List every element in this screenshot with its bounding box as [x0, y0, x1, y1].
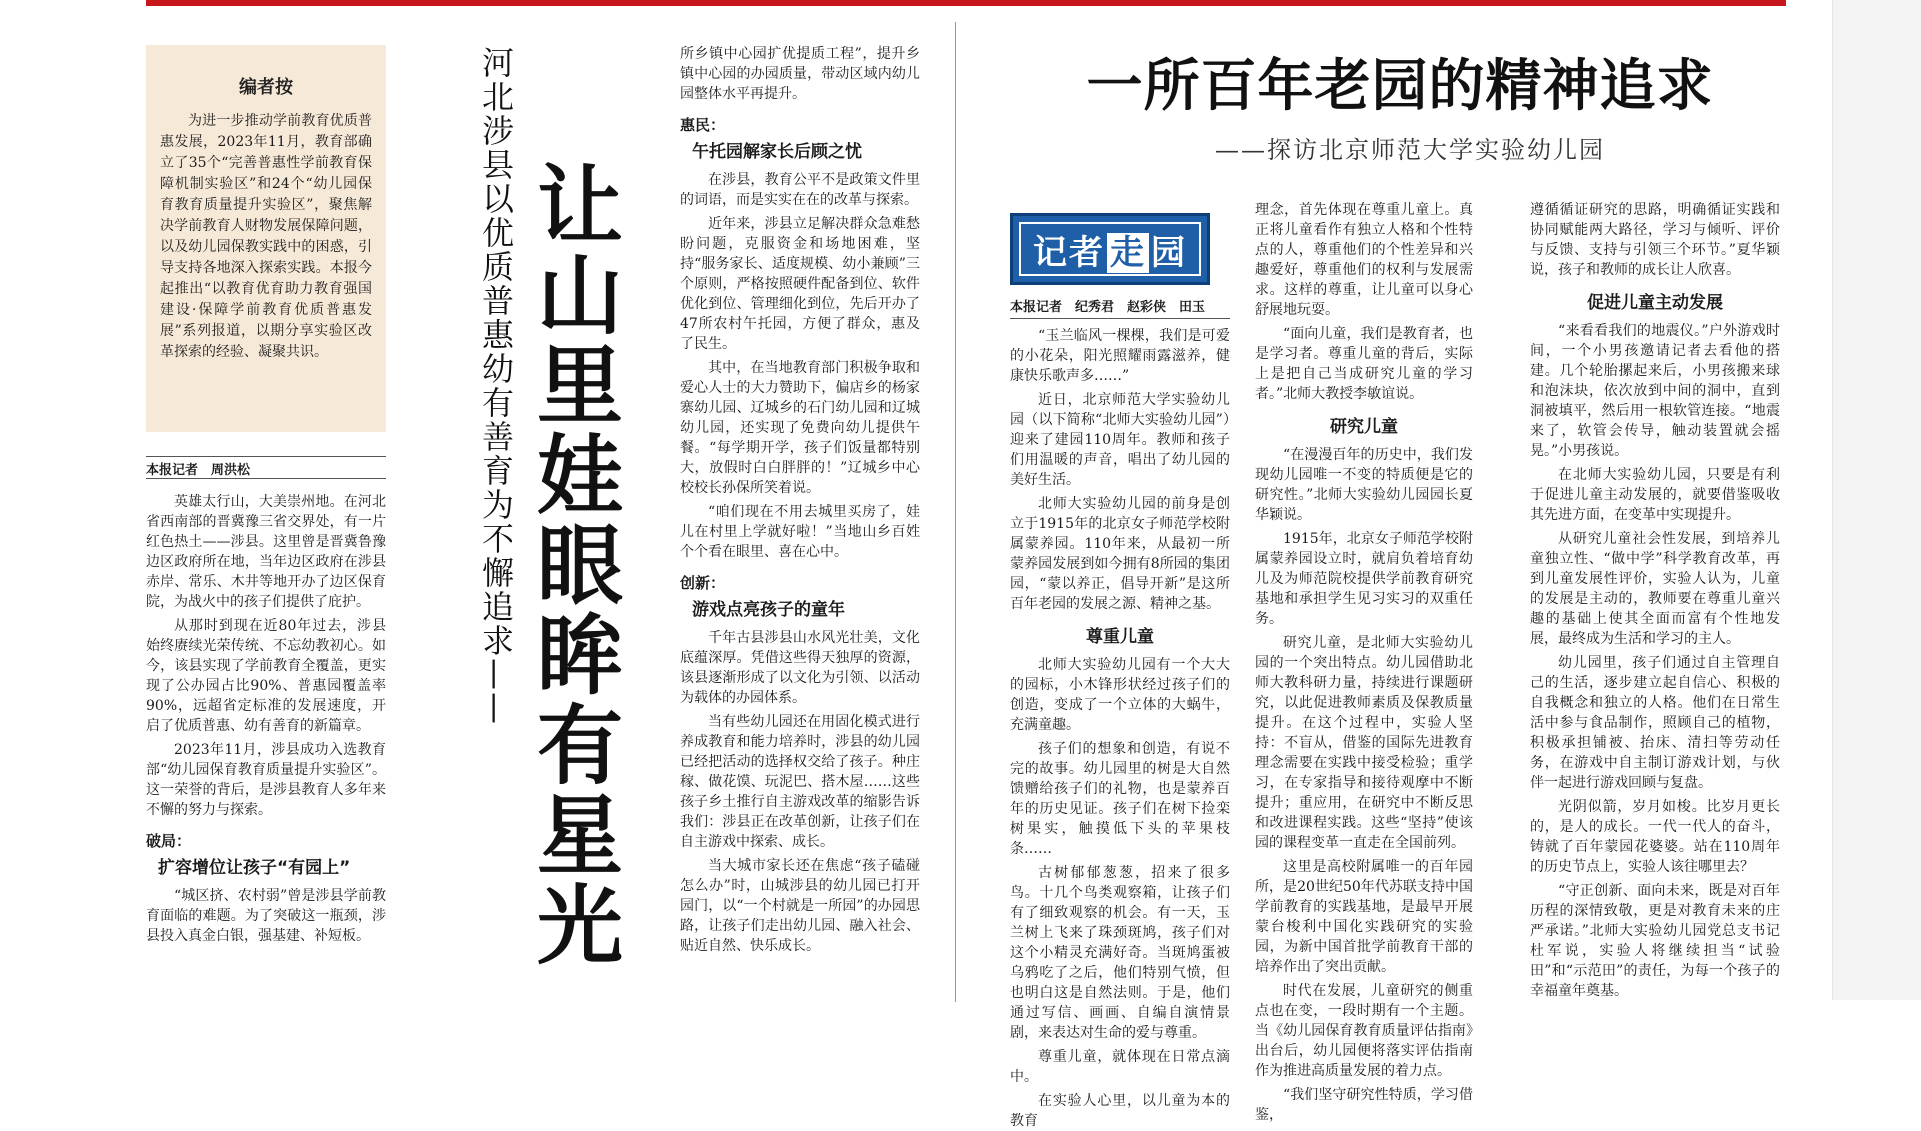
adjacent-page-edge — [1832, 0, 1921, 1000]
left-article-title: 让山里娃眼眸有星光 — [522, 160, 622, 970]
right-byline-rule — [1010, 318, 1230, 319]
paragraph: 研究儿童，是北师大实验幼儿园的一个突出特点。幼儿园借助北师大教科研力量，持续进行课题研究，以此促进教师素质及保教质量提升。在这个过程中，实验人坚持：不盲从，借鉴的国际先进教育理念需要在实践中接受检验；重学习，在专家指导和接待观摩中不断提升；重应用，在研究中不断反思和改进课程实践。这些“坚持”使该园的课程变革一直走在全国前列。 — [1255, 635, 1473, 851]
logo-right: 园 — [1151, 232, 1187, 273]
right-article-col3 — [1530, 200, 1780, 1000]
paragraph: 所乡镇中心园扩优提质工程”，提升乡镇中心园的办园质量，带动区域内幼儿园整体水平再提升。 — [680, 46, 920, 102]
paragraph: 近日，北京师范大学实验幼儿园（以下简称“北师大实验幼儿园”）迎来了建园110周年。教师和孩子们用温暖的声音，唱出了幼儿园的美好生活。 — [1010, 392, 1230, 488]
paragraph: 北师大实验幼儿园有一个大大的园标，小木锋形状经过孩子们的创造，变成了一个立体的大蜗牛，充满童趣。 — [1010, 657, 1230, 733]
editor-note-text: 为进一步推动学前教育优质普惠发展，2023年11月，教育部确立了35个“完善普惠性学前教育保障机制实验区”和24个“幼儿园保育教育质量提升实验区”，聚焦解决学前教育人财物发展保障问题，以及幼儿园保教实践中的困惑，引导支持各地深入探索实践。本报今起推出“以教育优育助力教育强国建设·保障学前教育优质普惠发展”系列报道，以期分享实验区改革探索的经验、凝聚共识。 — [160, 113, 372, 360]
section-heading: 研究儿童 — [1330, 417, 1398, 437]
paragraph: “城区挤、农村弱”曾是涉县学前教育面临的难题。为了突破这一瓶颈，涉县投入真金白银，强基建、补短板。 — [146, 888, 386, 944]
section-label: 创新： — [680, 574, 726, 592]
paragraph: 当有些幼儿园还在用固化模式进行养成教育和能力培养时，涉县的幼儿园已经把活动的选择权交给了孩子。种庄稼、做花馍、玩泥巴、搭木屋……这些孩子乡土推行自主游戏改革的缩影告诉我们：涉县正在改革创新，让孩子们在自主游戏中探索、成长。 — [680, 714, 920, 850]
paragraph: 其中，在当地教育部门积极争取和爱心人士的大力赞助下，偏店乡的杨家寨幼儿园、辽城乡的石门幼儿园和辽城幼儿园，还实现了免费向幼儿提供午餐。“每学期开学，孩子们饭量都特别大，放假时白白胖胖的！”辽城乡中心校校长孙保所笑着说。 — [680, 360, 920, 496]
paragraph: 当大城市家长还在焦虑“孩子磕碰怎么办”时，山城涉县的幼儿园已打开园门，以“一个村就是一所园”的办园思路，让孩子们走出幼儿园、融入社会、贴近自然、快乐成长。 — [680, 858, 920, 954]
right-article-col1 — [1010, 326, 1230, 1129]
left-article-col2 — [680, 44, 920, 1000]
paragraph: “玉兰临风一棵棵，我们是可爱的小花朵，阳光照耀雨露滋养，健康快乐歌声多……” — [1010, 328, 1230, 384]
paragraph: 千年古县涉县山水风光壮美，文化底蕴深厚。凭借这些得天独厚的资源，该县逐渐形成了以文化为引领、以活动为载体的办园体系。 — [680, 630, 920, 706]
paragraph: 尊重儿童，就体现在日常点滴中。 — [1010, 1049, 1230, 1085]
section-heading: 促进儿童主动发展 — [1587, 293, 1723, 313]
logo-left: 记者 — [1033, 232, 1105, 273]
right-article-title: 一所百年老园的精神追求 — [1086, 54, 1714, 119]
section-heading: 尊重儿童 — [1086, 627, 1154, 647]
byline-rule-top — [146, 456, 386, 457]
reporter-visit-logo — [1010, 213, 1210, 285]
paragraph: 孩子们的想象和创造，有说不完的故事。幼儿园里的树是大自然馈赠给孩子们的礼物，也是蒙养百年的历史见证。孩子们在树下捡栾树果实，触摸低下头的苹果枝条…… — [1010, 741, 1230, 857]
paragraph: 近年来，涉县立足解决群众急难愁盼问题，克服资金和场地困难，坚持“服务家长、适度规模、幼小兼顾”三个原则，严格按照硬件配备到位、软件优化到位、管理细化到位，先后开办了47所农村午托园，方便了群众，惠及了民生。 — [680, 216, 920, 352]
paragraph: “守正创新、面向未来，既是对百年历程的深情致敬，更是对教育未来的庄严承诺。”北师大实验幼儿园党总支书记杜军说，实验人将继续担当“试验田”和“示范田”的责任，为每一个孩子的幸福童年奠基。 — [1530, 883, 1780, 999]
paragraph: “咱们现在不用去城里买房了，娃儿在村里上学就好啦！”当地山乡百姓个个看在眼里、喜在心中。 — [680, 504, 920, 560]
byline-rule-bottom — [146, 478, 386, 479]
column-divider — [955, 22, 956, 1002]
section-label: 破局： — [146, 832, 192, 850]
editor-note-title: 编者按 — [239, 77, 293, 98]
left-article-subtitle: 河北涉县以优质普惠幼有善育为不懈追求—— — [477, 46, 515, 726]
right-article-subtitle: ——探访北京师范大学实验幼儿园 — [1215, 136, 1605, 164]
paragraph: “面向儿童，我们是教育者，也是学习者。尊重儿童的背后，实际上是把自己当成研究儿童的学习者。”北师大教授李敏谊说。 — [1255, 326, 1473, 402]
right-byline: 本报记者 纪秀君 赵彩侠 田玉 — [1010, 300, 1206, 315]
paragraph: 从研究儿童社会性发展，到培养儿童独立性、“做中学”科学教育改革，再到儿童发展性评价，实验人认为，儿童的发展是主动的，教师要在尊重儿童兴趣的基础上使其全面而富有个性地发展，最终成为生活和学习的主人。 — [1530, 531, 1780, 647]
paragraph: 北师大实验幼儿园的前身是创立于1915年的北京女子师范学校附属蒙养园。110年来，从最初一所蒙养园发展到如今拥有8所园的集团园，“蒙以养正，倡导开新”是这所百年老园的发展之源、精神之基。 — [1010, 496, 1230, 612]
paragraph: 在实验人心里，以儿童为本的教育 — [1010, 1093, 1230, 1129]
section-title: 游戏点亮孩子的童年 — [692, 600, 845, 620]
paragraph: 2023年11月，涉县成功入选教育部“幼儿园保育教育质量提升实验区”。这一荣誉的背后，是涉县教育人多年来不懈的努力与探索。 — [146, 742, 386, 818]
logo-text — [1033, 225, 1187, 274]
left-article-col1 — [146, 492, 386, 1000]
logo-mid: 走 — [1107, 233, 1149, 273]
paragraph: “来看看我们的地震仪。”户外游戏时间，一个小男孩邀请记者去看他的搭建。几个轮胎摞起来后，小男孩搬来球和泡沫块，依次放到中间的洞中，直到洞被填平，然后用一根软管连接。“地震来了，软管会传导，触动装置就会摇晃。”小男孩说。 — [1530, 323, 1780, 459]
paragraph: 1915年，北京女子师范学校附属蒙养园设立时，就肩负着培育幼儿及为师范院校提供学前教育研究基地和承担学生见习实习的双重任务。 — [1255, 531, 1473, 627]
top-red-rule — [146, 0, 1786, 6]
paragraph: 在涉县，教育公平不是政策文件里的词语，而是实实在在的改革与探索。 — [680, 172, 920, 208]
paragraph: “在漫漫百年的历史中，我们发现幼儿园唯一不变的特质便是它的研究性。”北师大实验幼儿园园长夏华颖说。 — [1255, 447, 1473, 523]
logo-frame — [1019, 222, 1201, 276]
paragraph: 幼儿园里，孩子们通过自主管理自己的生活，逐步建立起自信心、积极的自我概念和独立的人格。他们在日常生活中参与食品制作，照顾自己的植物，积极承担铺被、抬床、清扫等劳动任务，在游戏中自主制订游戏计划，与伙伴一起进行游戏回顾与复盘。 — [1530, 655, 1780, 791]
paragraph: 时代在发展，儿童研究的侧重点也在变，一段时期有一个主题。当《幼儿园保育教育质量评估指南》出台后，幼儿园便将落实评估指南作为推进高质量发展的着力点。 — [1255, 983, 1473, 1079]
paragraph: “我们坚守研究性特质，学习借鉴， — [1255, 1087, 1473, 1123]
paragraph: 英雄太行山，大美崇州地。在河北省西南部的晋冀豫三省交界处，有一片红色热土——涉县。这里曾是晋冀鲁豫边区政府所在地，当年边区政府在涉县赤岸、常乐、木井等地开办了边区保育院，为战火中的孩子们提供了庇护。 — [146, 494, 386, 610]
paragraph: 光阴似箭，岁月如梭。比岁月更长的，是人的成长。一代一代人的奋斗，铸就了百年蒙园花婆婆。站在110周年的历史节点上，实验人该往哪里去？ — [1530, 799, 1780, 875]
editor-note-box — [146, 45, 386, 432]
left-byline: 本报记者 周洪松 — [146, 463, 251, 478]
paragraph: 古树郁郁葱葱，招来了很多鸟。十几个鸟类观察箱，让孩子们有了细致观察的机会。有一天，玉兰树上飞来了珠颈斑鸠，孩子们对这个小精灵充满好奇。当斑鸠蛋被乌鸦吃了之后，他们特别气愤，但也明白这是自然法则。于是，他们通过写信、画画、自编自演情景剧，来表达对生命的爱与尊重。 — [1010, 865, 1230, 1041]
paragraph: 这里是高校附属唯一的百年园所，是20世纪50年代苏联支持中国学前教育的实践基地，是最早开展蒙台梭利中国化实践研究的实验园，为新中国首批学前教育干部的培养作出了突出贡献。 — [1255, 859, 1473, 975]
paragraph: 从那时到现在近80年过去，涉县始终赓续光荣传统、不忘幼教初心。如今，该县实现了学前教育全覆盖，更实现了公办园占比90%、普惠园覆盖率90%，远超省定标准的发展速度，开启了优质普惠、幼有善育的新篇章。 — [146, 618, 386, 734]
section-title: 扩容增位让孩子“有园上” — [158, 858, 351, 878]
section-label: 惠民： — [680, 116, 726, 134]
paragraph: 遵循循证研究的思路，明确循证实践和协同赋能两大路径，学习与倾听、评价与反馈、支持与引领三个环节。”夏华颖说，孩子和教师的成长让人欣喜。 — [1530, 202, 1780, 278]
paragraph: 理念，首先体现在尊重儿童上。真正将儿童看作有独立人格和个性特点的人，尊重他们的个性差异和兴趣爱好，尊重他们的权利与发展需求。这样的尊重，让儿童可以身心舒展地玩耍。 — [1255, 202, 1473, 318]
right-article-col2 — [1255, 200, 1473, 1123]
section-title: 午托园解家长后顾之忧 — [692, 142, 862, 162]
paragraph: 在北师大实验幼儿园，只要是有利于促进儿童主动发展的，就要借鉴吸收其先进方面，在变革中实现提升。 — [1530, 467, 1780, 523]
